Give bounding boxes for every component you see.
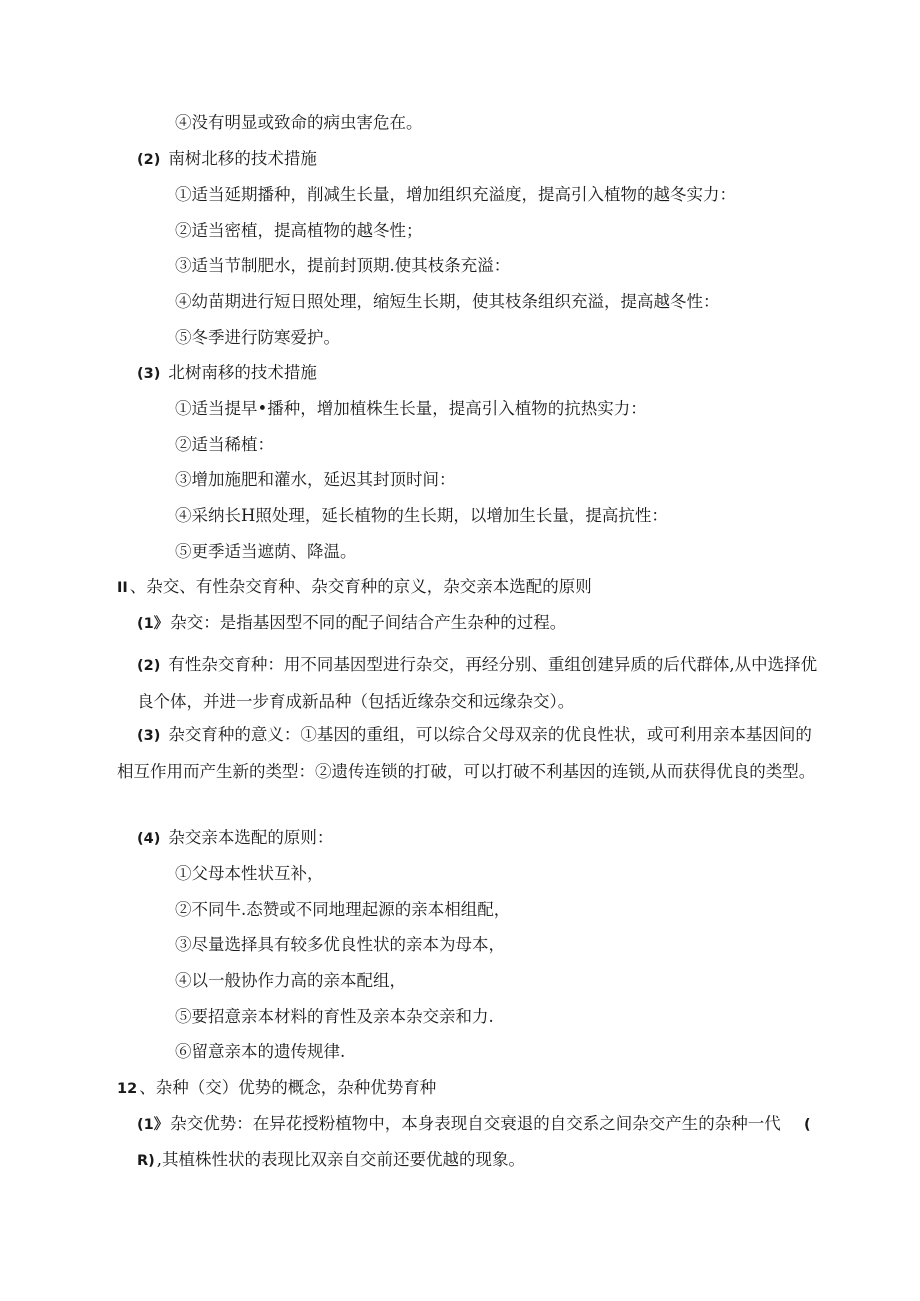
- chapter-number: II: [117, 580, 128, 596]
- paragraph-number-open: (: [804, 1117, 811, 1133]
- list-item: ③尽量选择具有较多优良性状的亲本为母本，: [175, 935, 505, 954]
- text-line: ④没有明显或致命的病虫害危在。: [175, 113, 423, 132]
- paragraph: [137, 611, 566, 636]
- section-heading: [137, 361, 317, 386]
- paragraph-number: (3): [137, 728, 161, 744]
- list-item: ①父母本性状互补，: [175, 864, 324, 883]
- paragraph-text: 杂交：是指基因型不同的配子间结合产生杂种的过程。: [170, 613, 567, 632]
- list-item: ⑥留意亲本的遗传规律.: [175, 1042, 346, 1061]
- paragraph-number-close: R): [137, 1153, 155, 1169]
- paragraph-text: 有性杂交育种：用不同基因型进行杂交，再经分别、重组创建异质的后代群体,从中选择优良个体，并进一步育成新品种（包括近缘杂交和远缘杂交）。: [137, 655, 818, 711]
- list-item: ③适当节制肥水，提前封顶期.使其枝条充溢：: [175, 256, 511, 275]
- paragraph-text: ,其植株性状的表现比双亲自交前还要优越的现象。: [156, 1150, 526, 1169]
- section-title: 南树北移的技术措施: [168, 149, 317, 168]
- section-number: (3): [137, 366, 161, 382]
- paragraph: [117, 717, 820, 790]
- chapter-heading: [117, 1076, 436, 1101]
- paragraph-number: (4): [137, 831, 161, 847]
- paragraph-number: (1》: [137, 1117, 169, 1133]
- paragraph: [137, 647, 820, 720]
- list-item: ③增加施肥和灌水，延迟其封顶时间：: [175, 470, 456, 489]
- section-number: (2): [137, 152, 161, 168]
- chapter-title: 、杂交、有性杂交育种、杂交育种的京义，杂交亲本选配的原则: [129, 577, 592, 596]
- list-item: ⑤更季适当遮荫、降温。: [175, 542, 357, 561]
- paragraph-text: 杂交育种的意义：①基因的重组，可以综合父母双亲的优良性状，或可利用亲本基因间的相互作用而产生新的类型：②遗传连锁的打破，可以打破不利基因的连锁,从而获得优良的类型。: [117, 725, 816, 781]
- list-item: ②适当密植，提高植物的越冬性；: [175, 221, 423, 240]
- list-item: ②不同牛.态赞或不同地理起源的亲本相组配，: [175, 900, 511, 919]
- paragraph-text: 杂交优势：在异花授粉植物中，本身表现自交衰退的自交系之间杂交产生的杂种一代: [170, 1114, 781, 1133]
- list-item: ①适当提早•播种，增加植株生长量，提高引入植物的抗热实力：: [175, 399, 647, 418]
- list-item: ④幼苗期进行短日照处理，缩短生长期，使其枝条组织充溢，提高越冬性：: [175, 292, 720, 311]
- list-item: ⑤冬季进行防寒爱护。: [175, 328, 340, 347]
- list-item: ①适当延期播种，削减生长量，增加组织充溢度，提高引入植物的越冬实力：: [175, 185, 736, 204]
- chapter-number: 12: [117, 1081, 138, 1097]
- list-item: ②适当稀植：: [175, 435, 274, 454]
- paragraph-number: (1》: [137, 616, 169, 632]
- section-heading: [137, 147, 317, 172]
- list-item: ④采纳长H照处理，延长植物的生长期，以增加生长量，提高抗性：: [175, 506, 668, 525]
- paragraph-continuation: [137, 1148, 525, 1173]
- list-item: ④以一般协作力高的亲本配组，: [175, 971, 406, 990]
- chapter-title: 、杂种（交）优势的概念，杂种优势育种: [139, 1078, 437, 1097]
- paragraph: [137, 1112, 781, 1137]
- paragraph: [137, 826, 333, 851]
- paragraph-number: [804, 1112, 813, 1137]
- paragraph-number: (2): [137, 658, 161, 674]
- chapter-heading: [117, 575, 592, 600]
- section-title: 北树南移的技术措施: [168, 363, 317, 382]
- paragraph-text: 杂交亲本选配的原则：: [168, 828, 334, 847]
- list-item: ⑤要招意亲本材料的育性及亲本杂交亲和力.: [175, 1007, 494, 1026]
